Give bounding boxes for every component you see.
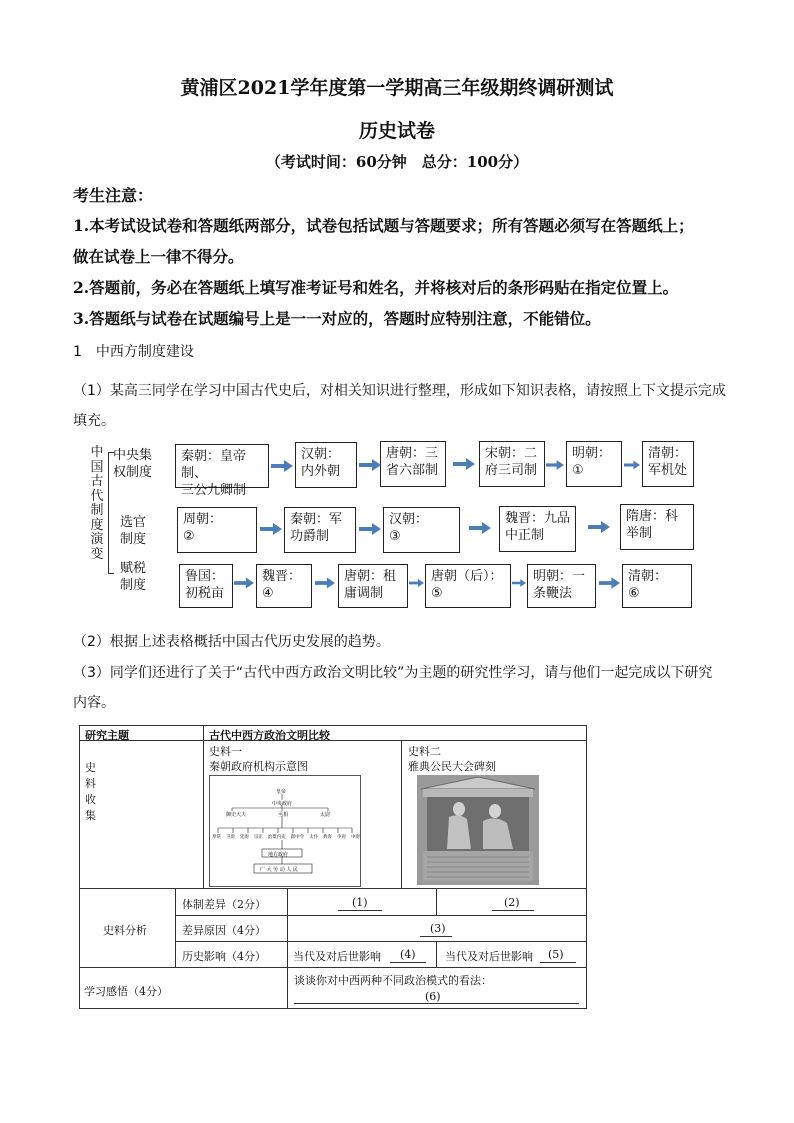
blank-3: (3) [430, 922, 446, 935]
table-divider [436, 941, 437, 967]
answer-underline [420, 936, 452, 937]
question-part-3b: 内容。 [73, 695, 115, 711]
central-box-ming: 明朝： ① [566, 441, 622, 487]
arrow-right-icon [359, 523, 381, 535]
tax-box-qing: 清朝： ⑥ [622, 564, 692, 608]
question-part-2: （2）根据上述表格概括中国古代历史发展的趋势。 [73, 634, 390, 650]
row-label-selection: 选官 制度 [120, 515, 147, 547]
diagram-bracket [108, 452, 109, 574]
arrow-right-icon [469, 522, 491, 534]
topic-label: 研究主题 [85, 729, 129, 742]
bracket-tick [108, 573, 114, 574]
tax-box-tang: 唐朝：租 庸调制 [338, 564, 408, 608]
selection-box-qin: 秦朝：军 功爵制 [284, 507, 356, 553]
table-divider [401, 740, 402, 889]
central-box-qin: 秦朝：皇帝制、 三公九卿制 [175, 444, 269, 488]
qin-org-chart [209, 775, 361, 887]
row-label-central: 中央集 权制度 [113, 448, 153, 480]
tax-box-lu: 鲁国： 初税亩 [179, 564, 233, 608]
row3-right-text: 当代及对后世影响 [445, 950, 533, 963]
arrow-right-icon [599, 577, 620, 589]
reflection-prompt: 谈谈你对中西两种不同政治模式的看法： [294, 974, 492, 987]
selection-box-zhou: 周朝： ② [177, 507, 257, 553]
notice-item-3: 3.答题纸与试卷在试题编号上是一一对应的，答题时应特别注意，不能错位。 [73, 309, 601, 328]
analysis-label: 史料分析 [103, 924, 147, 937]
question-part-1a: （1）某高三同学在学习中国古代史后，对相关知识进行整理，形成如下知识表格，请按照上下文提示完成 [73, 383, 726, 399]
selection-box-han: 汉朝： ③ [383, 507, 460, 553]
collect-label: 史 料 收 集 [85, 761, 96, 822]
notice-heading: 考生注意： [73, 186, 154, 205]
question-part-3a: （3）同学们还进行了关于“古代中西方政治文明比较”为主题的研究性学习，请与他们一起完成以下研究 [73, 665, 713, 681]
org-censor: 御史大夫 [226, 812, 247, 818]
question-heading: 1 中西方制度建设 [73, 344, 194, 360]
tax-box-latetang: 唐朝（后）： ⑤ [425, 564, 511, 608]
org-chancellor: 丞相 [278, 812, 289, 818]
arrow-right-icon [260, 523, 282, 535]
row1-label: 体制差异（2分） [182, 898, 266, 911]
org-central-gov: 中央政府 [272, 801, 293, 807]
source1-title: 史料一 [209, 745, 242, 758]
arrow-right-icon [234, 577, 254, 589]
table-divider [175, 889, 176, 967]
arrow-right-icon [546, 459, 564, 471]
source2-caption: 雅典公民大会碑刻 [408, 760, 496, 773]
arrow-right-icon [359, 459, 381, 471]
blank-4: (4) [400, 948, 416, 961]
row-label-tax: 赋税 制度 [120, 561, 147, 593]
blank-5: (5) [548, 948, 564, 961]
central-box-tang: 唐朝：三 省六部制 [380, 441, 446, 487]
central-box-song: 宋朝：二 府三司制 [479, 441, 545, 487]
selection-box-weijin: 魏晋：九品 中正制 [499, 506, 576, 552]
org-emperor: 皇帝 [276, 789, 287, 795]
table-divider [79, 967, 587, 968]
row3-label: 历史影响（4分） [182, 950, 266, 963]
answer-underline [492, 910, 534, 911]
org-ministers: 奉常 卫尉 廷尉 宗正 治粟内史 郎中令 太仆 典客 少府 中尉 [212, 835, 360, 840]
tax-box-ming: 明朝：一 条鞭法 [527, 564, 596, 608]
row2-label: 差异原因（4分） [182, 924, 266, 937]
selection-box-suitang: 隋唐：科 举制 [620, 504, 694, 550]
central-box-qing: 清朝： 军机处 [642, 441, 694, 487]
arrow-right-icon [624, 459, 640, 471]
table-divider [175, 915, 587, 916]
athens-stele-image [417, 775, 539, 885]
arrow-right-icon [588, 521, 610, 533]
table-divider [175, 941, 587, 942]
table-divider [203, 725, 204, 889]
notice-item-1b: 做在试卷上一律不得分。 [73, 247, 244, 266]
source1-caption: 秦朝政府机构示意图 [209, 760, 308, 773]
exam-title: 黄浦区2021学年度第一学期高三年级期终调研测试 [180, 77, 614, 99]
org-local-gov: 地方政府 [268, 852, 289, 858]
answer-underline [540, 962, 576, 963]
answer-underline [294, 1003, 579, 1004]
row3-left-text: 当代及对后世影响 [293, 950, 381, 963]
blank-6: (6) [425, 990, 441, 1003]
question-part-1b: 填充。 [73, 413, 115, 429]
source2-title: 史料二 [408, 745, 441, 758]
reflection-label: 学习感悟（4分） [84, 985, 168, 998]
org-commandant: 太尉 [320, 812, 331, 818]
answer-underline [390, 962, 426, 963]
arrow-right-icon [315, 577, 335, 589]
central-box-han: 汉朝： 内外朝 [295, 442, 357, 488]
topic-value: 古代中西方政治文明比较 [209, 729, 330, 742]
blank-1: (1) [352, 896, 368, 909]
table-divider [287, 889, 288, 1009]
diagram-vertical-title: 中 国 古 代 制 度 演 变 [90, 445, 104, 562]
tax-box-weijin: 魏晋： ④ [256, 564, 312, 608]
table-divider [79, 740, 587, 741]
arrow-right-icon [453, 458, 475, 470]
notice-item-1a: 1.本考试设试卷和答题纸两部分，试卷包括试题与答题要求；所有答题必须写在答题纸上； [73, 216, 694, 235]
blank-2: (2) [504, 896, 520, 909]
arrow-right-icon [409, 577, 424, 589]
arrow-right-icon [271, 460, 293, 472]
org-people: 广 大 劳 动 人 民 [260, 867, 298, 873]
arrow-right-icon [512, 577, 526, 589]
notice-item-2: 2.答题前，务必在答题纸上填写准考证号和姓名，并将核对后的条形码贴在指定位置上。 [73, 278, 679, 297]
exam-subtitle: 历史试卷 [358, 120, 435, 142]
exam-info: （考试时间：60分钟 总分：100分） [265, 153, 529, 171]
answer-underline [338, 910, 382, 911]
table-divider [436, 889, 437, 915]
